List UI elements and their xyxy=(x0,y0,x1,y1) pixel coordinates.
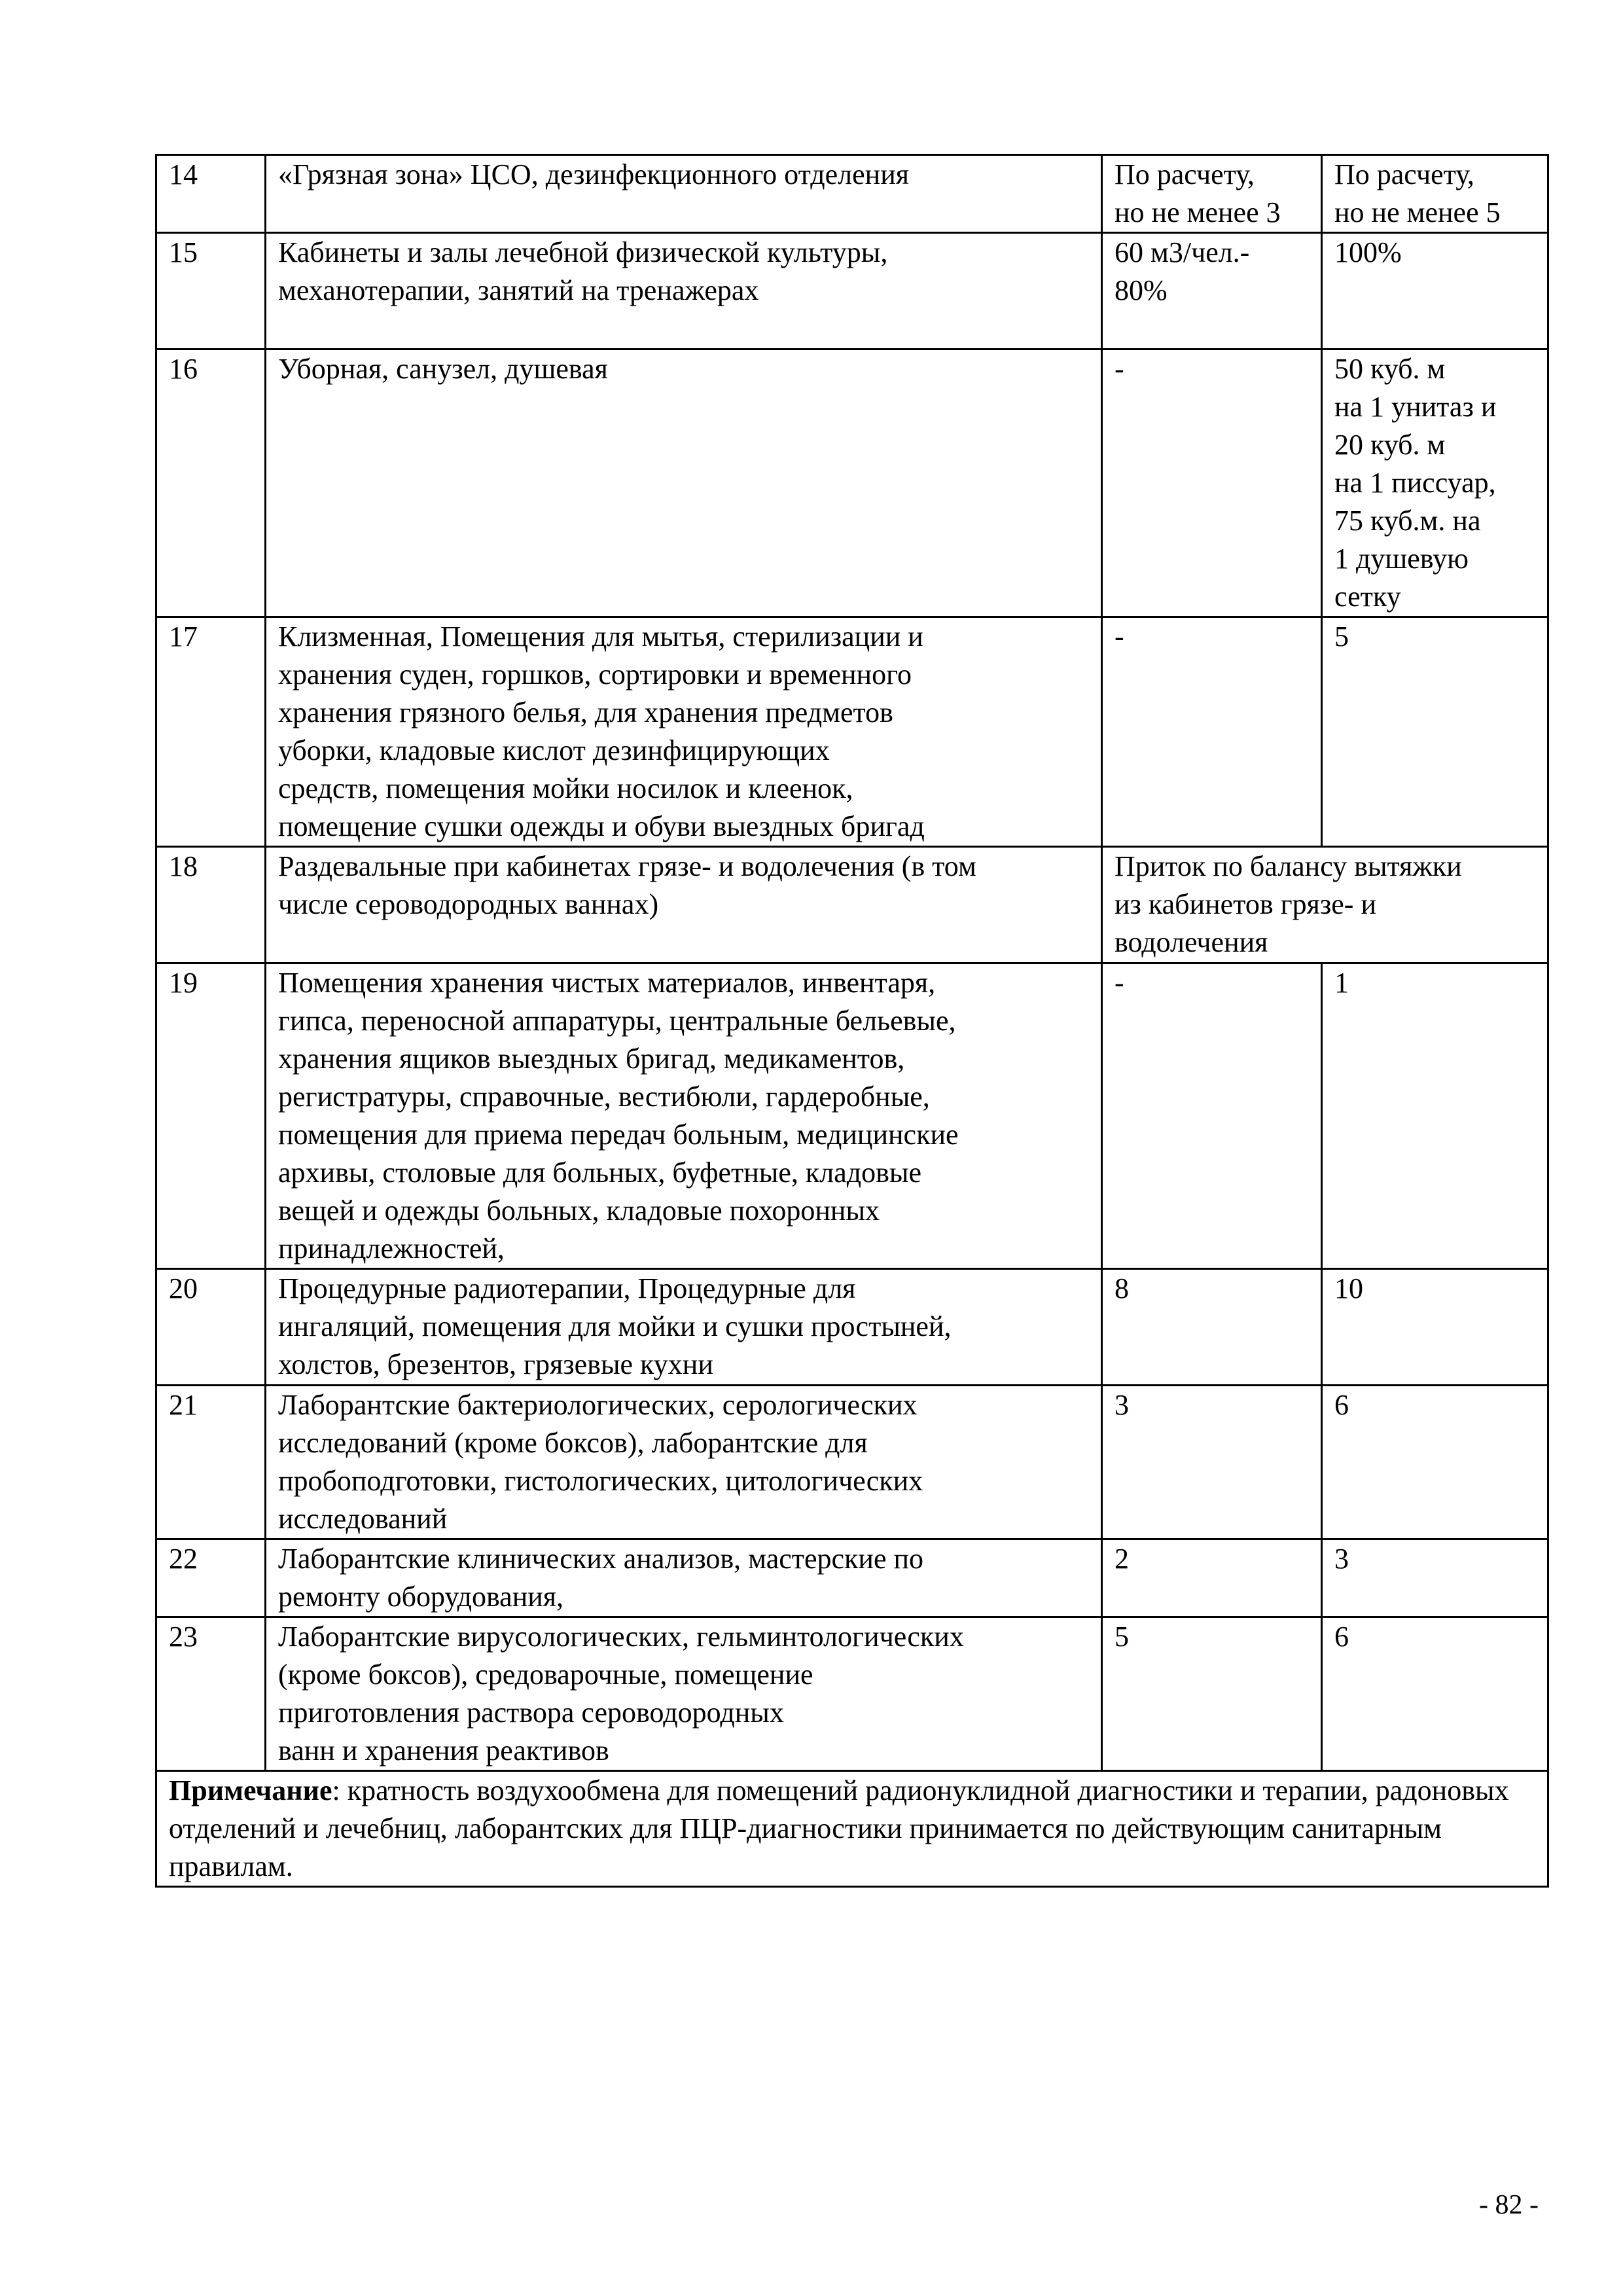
exhaust-value: 100% xyxy=(1322,233,1548,350)
room-name: Лаборантские вирусологических, гельминтологических (кроме боксов), средоварочные, помещение приготовления раствора сероводородных ванн и хранения реактивов xyxy=(266,1617,1102,1771)
note-label: Примечание xyxy=(169,1774,332,1806)
row-number: 20 xyxy=(156,1269,266,1386)
row-number: 21 xyxy=(156,1386,266,1539)
row-number: 15 xyxy=(156,233,266,350)
exhaust-value: 1 xyxy=(1322,963,1548,1269)
table-row xyxy=(156,847,1548,963)
note-row xyxy=(156,1771,1548,1887)
row-number: 14 xyxy=(156,155,266,233)
table-row xyxy=(156,963,1548,1269)
room-name: Уборная, санузел, душевая xyxy=(266,350,1102,617)
table-row xyxy=(156,1386,1548,1539)
exhaust-value: 50 куб. м на 1 унитаз и 20 куб. м на 1 писсуар, 75 куб.м. на 1 душевую сетку xyxy=(1322,350,1548,617)
room-name: Лаборантские клинических анализов, мастерские по ремонту оборудования, xyxy=(266,1539,1102,1617)
exhaust-value: 5 xyxy=(1322,617,1548,847)
room-name: Процедурные радиотерапии, Процедурные для ингаляций, помещения для мойки и сушки простыней, холстов, брезентов, грязевые кухни xyxy=(266,1269,1102,1386)
table-row xyxy=(156,1269,1548,1386)
table-row xyxy=(156,1539,1548,1617)
exhaust-value: 6 xyxy=(1322,1617,1548,1771)
row-number: 23 xyxy=(156,1617,266,1771)
supply-value: - xyxy=(1102,617,1322,847)
row-number: 19 xyxy=(156,963,266,1269)
row-number: 18 xyxy=(156,847,266,963)
room-name: Помещения хранения чистых материалов, инвентаря, гипса, переносной аппаратуры, центральные бельевые, хранения ящиков выездных бригад, медикаментов, регистратуры, справочные, вестибюли, гардеробные, помещения для приема передач больным, медицинские архивы, столовые для больных, буфетные, кладовые вещей и одежды больных, кладовые похоронных принадлежностей, xyxy=(266,963,1102,1269)
exhaust-value: 6 xyxy=(1322,1386,1548,1539)
note-text: : кратность воздухообмена для помещений радионуклидной диагностики и терапии, радоновых отделений и лечебниц, лаборантских для ПЦР-диагностики принимается по действующим санитарным правилам. xyxy=(169,1774,1509,1882)
table-row xyxy=(156,617,1548,847)
exhaust-value: 10 xyxy=(1322,1269,1548,1386)
exhaust-value: 3 xyxy=(1322,1539,1548,1617)
supply-value: - xyxy=(1102,963,1322,1269)
room-name: «Грязная зона» ЦСО, дезинфекционного отделения xyxy=(266,155,1102,233)
table-row xyxy=(156,1617,1548,1771)
supply-value: 3 xyxy=(1102,1386,1322,1539)
exhaust-value: По расчету, но не менее 5 xyxy=(1322,155,1548,233)
room-name: Клизменная, Помещения для мытья, стерилизации и хранения суден, горшков, сортировки и временного хранения грязного белья, для хранения предметов уборки, кладовые кислот дезинфицирующих средств, помещения мойки носилок и клеенок, помещение сушки одежды и обуви выездных бригад xyxy=(266,617,1102,847)
supply-value: 8 xyxy=(1102,1269,1322,1386)
note-cell xyxy=(156,1771,1548,1887)
supply-value: 5 xyxy=(1102,1617,1322,1771)
room-name: Кабинеты и залы лечебной физической культуры, механотерапии, занятий на тренажерах xyxy=(266,233,1102,350)
page-number: - 82 - xyxy=(1479,2190,1539,2220)
room-name: Раздевальные при кабинетах грязе- и водолечения (в том числе сероводородных ваннах) xyxy=(266,847,1102,963)
supply-exhaust-merged: Приток по балансу вытяжки из кабинетов грязе- и водолечения xyxy=(1102,847,1548,963)
row-number: 17 xyxy=(156,617,266,847)
row-number: 16 xyxy=(156,350,266,617)
row-number: 22 xyxy=(156,1539,266,1617)
supply-value: 2 xyxy=(1102,1539,1322,1617)
table-row xyxy=(156,155,1548,233)
table-row xyxy=(156,350,1548,617)
supply-value: По расчету, но не менее 3 xyxy=(1102,155,1322,233)
air-exchange-table xyxy=(155,154,1549,1888)
supply-value: - xyxy=(1102,350,1322,617)
table-row xyxy=(156,233,1548,350)
room-name: Лаборантские бактериологических, серологических исследований (кроме боксов), лаборантские для пробоподготовки, гистологических, цитологических исследований xyxy=(266,1386,1102,1539)
supply-value: 60 м3/чел.- 80% xyxy=(1102,233,1322,350)
